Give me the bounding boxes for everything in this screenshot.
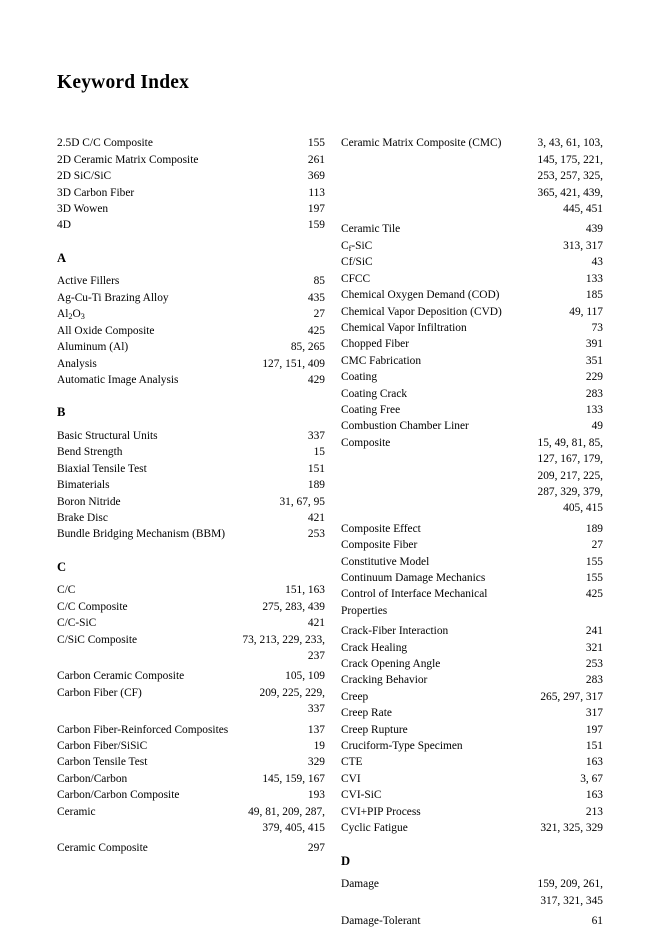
index-entry-pages: 61 <box>591 914 603 927</box>
index-entry[interactable] <box>57 428 325 444</box>
index-entry-pages: 241 <box>585 625 603 638</box>
index-entry-term: Biaxial Tensile Test <box>57 462 147 475</box>
index-entry[interactable] <box>341 820 603 836</box>
index-entry[interactable] <box>57 510 325 526</box>
index-entry-pages: 163 <box>585 756 603 769</box>
index-entry[interactable] <box>57 152 325 168</box>
index-entry[interactable] <box>341 804 603 820</box>
index-entry[interactable] <box>341 672 603 688</box>
index-entry-term: All Oxide Composite <box>57 324 155 337</box>
index-entry-term: Bend Strength <box>57 446 123 459</box>
index-entry-pages: 197 <box>307 203 325 216</box>
index-entry-pages: 163 <box>585 789 603 802</box>
index-entry-pages: 369 <box>307 170 325 183</box>
index-entry[interactable] <box>57 582 325 598</box>
index-entry[interactable] <box>341 537 603 553</box>
index-entry-pages: 3, 43, 61, 103, 145, 175, 221, 253, 257, 325, 365, 421, 439, 445, 451 <box>537 137 603 216</box>
index-entry-pages: 337 <box>307 429 325 442</box>
index-entry[interactable] <box>341 640 603 656</box>
index-entry-pages: 133 <box>585 403 603 416</box>
index-entry-term: Carbon/Carbon <box>57 772 128 785</box>
index-entry[interactable] <box>57 722 325 738</box>
index-entry[interactable] <box>57 599 325 615</box>
index-entry[interactable] <box>57 273 325 289</box>
index-entry-term: CVI+PIP Process <box>341 805 421 818</box>
index-entry-pages: 3, 67 <box>580 772 603 785</box>
index-entry-term: 4D <box>57 219 71 232</box>
index-entry-pages: 329 <box>307 756 325 769</box>
index-entry-pages: 317 <box>585 707 603 720</box>
index-entry-pages: 27 <box>591 539 603 552</box>
index-entry-term: Cf/SiC <box>341 256 373 269</box>
index-entry[interactable] <box>57 526 325 542</box>
index-entry[interactable] <box>57 615 325 631</box>
index-entry-term: Bundle Bridging Mechanism (BBM) <box>57 528 226 541</box>
index-entry-term: Boron Nitride <box>57 495 121 508</box>
index-column-right <box>341 135 603 929</box>
index-entry-term: C/C-SiC <box>57 617 97 630</box>
index-entry[interactable] <box>341 135 603 217</box>
index-entry-term: 2.5D C/C Composite <box>57 137 153 150</box>
index-entry[interactable] <box>341 738 603 754</box>
index-entry-pages: 391 <box>585 338 603 351</box>
index-entry-term: Ceramic Composite <box>57 842 148 855</box>
index-entry-term: C/C <box>57 584 76 597</box>
index-entry-pages: 193 <box>307 789 325 802</box>
index-entry-pages: 85 <box>313 275 325 288</box>
index-entry-pages: 31, 67, 95 <box>279 495 325 508</box>
index-entry-pages: 283 <box>585 674 603 687</box>
index-entry-pages: 159 <box>307 219 325 232</box>
index-entry-pages: 19 <box>313 740 325 752</box>
index-columns <box>57 135 603 929</box>
index-entry-term: Cyclic Fatigue <box>341 822 408 835</box>
index-entry-pages: 429 <box>307 373 325 386</box>
index-entry[interactable] <box>57 356 325 372</box>
index-entry-pages: 73 <box>591 321 603 334</box>
index-entry-term: 3D Wowen <box>57 203 109 216</box>
index-entry[interactable] <box>57 217 325 233</box>
index-entry-pages: 185 <box>585 289 603 302</box>
index-entry-pages: 275, 283, 439 <box>262 600 325 613</box>
index-entry-term: Coating <box>341 371 378 384</box>
index-entry[interactable] <box>341 570 603 586</box>
index-entry-pages: 321 <box>585 641 603 654</box>
index-entry-term: Chopped Fiber <box>341 338 410 351</box>
section-letter-d: D <box>341 853 351 868</box>
index-entry[interactable] <box>341 586 603 619</box>
index-entry-term: $Al_2O_3$ <box>57 308 85 322</box>
index-entry[interactable] <box>341 369 603 385</box>
index-entry[interactable] <box>57 201 325 217</box>
index-entry[interactable] <box>57 494 325 510</box>
index-entry[interactable] <box>341 689 603 705</box>
index-entry-term: Chemical Oxygen Demand (COD) <box>341 289 500 302</box>
index-entry-term: Aluminum (Al) <box>57 341 129 354</box>
index-entry[interactable] <box>57 804 325 837</box>
index-entry[interactable] <box>341 402 603 418</box>
index-entry-term: Carbon Tensile Test <box>57 756 148 769</box>
index-entry-term: Creep <box>341 690 369 703</box>
index-entry-pages: 321, 325, 329 <box>540 822 603 835</box>
index-entry[interactable] <box>57 685 325 718</box>
index-entry-pages: 213 <box>585 805 603 818</box>
index-entry-term: Creep Rate <box>341 707 392 720</box>
index-entry-pages: 133 <box>585 272 603 285</box>
index-entry-pages: 253 <box>307 528 325 541</box>
index-entry-pages: 253 <box>585 658 603 671</box>
index-entry-term: Ceramic Matrix Composite (CMC) <box>341 137 502 150</box>
index-entry-pages: 297 <box>307 842 325 855</box>
index-entry[interactable] <box>57 306 325 322</box>
index-entry[interactable] <box>57 323 325 339</box>
index-entry-pages: 265, 297, 317 <box>540 690 603 703</box>
index-entry[interactable] <box>57 668 325 684</box>
section-letter-c: C <box>57 559 67 574</box>
index-entry-term: Constitutive Model <box>341 555 430 568</box>
index-entry[interactable] <box>57 461 325 477</box>
index-entry-pages: 229 <box>585 371 603 384</box>
index-entry-pages: 145, 159, 167 <box>262 772 325 785</box>
index-entry[interactable] <box>341 705 603 721</box>
index-entry-pages: 151 <box>307 462 325 475</box>
section-letter-a: A <box>57 250 67 265</box>
index-entry[interactable] <box>341 386 603 402</box>
index-entry-term: Continuum Damage Mechanics <box>341 572 486 584</box>
index-entry-pages: 15, 49, 81, 85, 127, 167, 179, 209, 217, 225, 287, 329, 379, 405, 415 <box>537 436 603 515</box>
index-entry-pages: 197 <box>585 723 603 736</box>
index-entry[interactable] <box>341 271 603 287</box>
index-entry[interactable] <box>57 290 325 306</box>
index-entry-pages: 351 <box>585 354 603 367</box>
index-entry[interactable] <box>341 435 603 517</box>
index-entry-term: Composite <box>341 436 391 449</box>
index-entry-pages: 261 <box>307 153 325 166</box>
index-entry[interactable] <box>57 477 325 493</box>
index-entry-pages: 49 <box>591 420 603 433</box>
index-entry-term: Crack Opening Angle <box>341 658 441 671</box>
index-entry-pages: 155 <box>307 137 325 150</box>
index-entry-pages: 155 <box>585 572 603 584</box>
index-entry[interactable] <box>57 771 325 787</box>
index-entry-pages: 43 <box>591 256 603 269</box>
index-entry-term: Analysis <box>57 357 97 370</box>
index-entry-pages: 151, 163 <box>285 584 325 597</box>
index-entry[interactable] <box>341 913 603 929</box>
index-entry-pages: 27 <box>313 308 325 321</box>
index-entry-pages: 113 <box>308 186 325 199</box>
index-entry[interactable] <box>341 336 603 352</box>
index-entry[interactable] <box>341 320 603 336</box>
index-entry-term: Brake Disc <box>57 511 108 524</box>
index-entry[interactable] <box>341 554 603 570</box>
index-entry-pages: 159, 209, 261, 317, 321, 345 <box>537 878 603 907</box>
index-entry-term: Cracking Behavior <box>341 674 428 687</box>
index-entry-term: Crack Healing <box>341 641 408 654</box>
index-entry[interactable] <box>57 339 325 355</box>
index-entry-pages: 189 <box>585 522 603 535</box>
index-entry[interactable] <box>341 221 603 237</box>
index-entry-term: CVI-SiC <box>341 789 382 802</box>
index-entry-pages: 313, 317 <box>563 239 603 252</box>
index-entry-pages: 421 <box>307 617 325 630</box>
index-entry-pages: 49, 81, 209, 287, 379, 405, 415 <box>248 805 325 835</box>
index-entry-term: CTE <box>341 756 363 769</box>
index-column-left <box>57 135 325 856</box>
index-entry[interactable] <box>57 444 325 460</box>
index-entry[interactable] <box>57 372 325 388</box>
index-entry-term: Combustion Chamber Liner <box>341 420 469 433</box>
index-entry-term: Ceramic Tile <box>341 223 401 236</box>
index-entry[interactable] <box>341 771 603 787</box>
index-entry-term: C/C Composite <box>57 600 128 613</box>
index-entry-pages: 283 <box>585 387 603 400</box>
index-entry-pages: 425 <box>307 324 325 337</box>
section-letter-b: B <box>57 405 66 420</box>
index-entry-term: Control of Interface Mechanical Properties <box>341 588 488 617</box>
index-entry-term: 2D Ceramic Matrix Composite <box>57 153 199 166</box>
index-entry-pages: 439 <box>585 223 603 236</box>
index-entry[interactable] <box>341 238 603 254</box>
index-entry-term: Composite Effect <box>341 522 421 535</box>
index-entry-term: Bimaterials <box>57 479 110 492</box>
index-entry-pages: 85, 265 <box>290 341 325 354</box>
index-entry[interactable] <box>57 135 325 151</box>
index-entry-term: Composite Fiber <box>341 539 418 552</box>
index-entry-term: Basic Structural Units <box>57 429 158 442</box>
index-entry[interactable] <box>57 840 325 856</box>
index-entry-pages: 15 <box>313 446 325 459</box>
index-entry-pages: 435 <box>307 291 325 304</box>
index-entry-pages: 151 <box>585 740 603 753</box>
index-entry-term: Coating Free <box>341 403 401 416</box>
index-entry-term: 3D Carbon Fiber <box>57 186 135 199</box>
index-entry[interactable] <box>341 722 603 738</box>
index-entry[interactable] <box>341 418 603 434</box>
index-entry-term: CFCC <box>341 272 371 285</box>
index-entry[interactable] <box>341 521 603 537</box>
index-entry[interactable] <box>341 876 603 909</box>
page-title: Keyword Index <box>57 72 190 93</box>
index-entry[interactable] <box>57 738 325 754</box>
index-entry[interactable] <box>341 287 603 303</box>
index-entry-pages: 425 <box>585 588 603 601</box>
index-entry-term: Crack-Fiber Interaction <box>341 625 449 638</box>
index-entry[interactable] <box>57 632 325 665</box>
index-entry-pages: 421 <box>307 511 325 524</box>
index-entry[interactable] <box>57 787 325 803</box>
index-entry-term: Carbon Fiber/SiSiC <box>57 740 148 752</box>
index-entry-term: 2D SiC/SiC <box>57 170 112 183</box>
index-entry[interactable] <box>341 754 603 770</box>
index-entry-pages: 49, 117 <box>569 305 603 318</box>
index-entry[interactable] <box>341 254 603 270</box>
index-entry-term: Chemical Vapor Deposition (CVD) <box>341 305 502 318</box>
index-entry-term: Damage-Tolerant <box>341 914 421 927</box>
index-entry-term: Carbon Ceramic Composite <box>57 670 185 683</box>
index-entry-term: Automatic Image Analysis <box>57 373 179 386</box>
index-entry-pages: 189 <box>307 479 325 492</box>
index-entry-term: Ceramic <box>57 805 96 818</box>
index-entry[interactable] <box>341 304 603 320</box>
index-entry-pages: 105, 109 <box>285 670 325 683</box>
index-entry-pages: 155 <box>585 555 603 568</box>
index-entry-pages: 137 <box>307 723 325 736</box>
index-entry-term: $C_f$-SiC <box>341 239 373 253</box>
index-entry-pages: 127, 151, 409 <box>262 357 325 370</box>
index-entry-term: Active Fillers <box>57 275 120 288</box>
index-entry[interactable] <box>57 754 325 770</box>
index-entry-term: Damage <box>341 878 379 891</box>
index-entry[interactable] <box>341 353 603 369</box>
index-entry[interactable] <box>57 185 325 201</box>
index-entry-pages: 73, 213, 229, 233, 237 <box>242 633 325 662</box>
index-entry-term: Carbon/Carbon Composite <box>57 789 180 802</box>
index-entry-term: Creep Rupture <box>341 723 408 736</box>
index-entry-pages: 209, 225, 229, 337 <box>259 686 325 716</box>
index-entry-term: Carbon Fiber-Reinforced Composites <box>57 723 229 736</box>
index-entry-term: C/SiC Composite <box>57 633 138 646</box>
index-entry-term: Coating Crack <box>341 387 408 400</box>
index-entry[interactable] <box>341 787 603 803</box>
index-entry[interactable] <box>341 623 603 639</box>
index-entry-term: Cruciform-Type Specimen <box>341 740 463 753</box>
index-entry-term: Chemical Vapor Infiltration <box>341 321 467 334</box>
index-entry[interactable] <box>341 656 603 672</box>
index-entry-term: CMC Fabrication <box>341 354 422 367</box>
index-entry-term: Ag-Cu-Ti Brazing Alloy <box>57 291 169 304</box>
index-entry-term: CVI <box>341 772 361 785</box>
index-entry-term: Carbon Fiber (CF) <box>57 686 142 699</box>
index-entry[interactable] <box>57 168 325 184</box>
